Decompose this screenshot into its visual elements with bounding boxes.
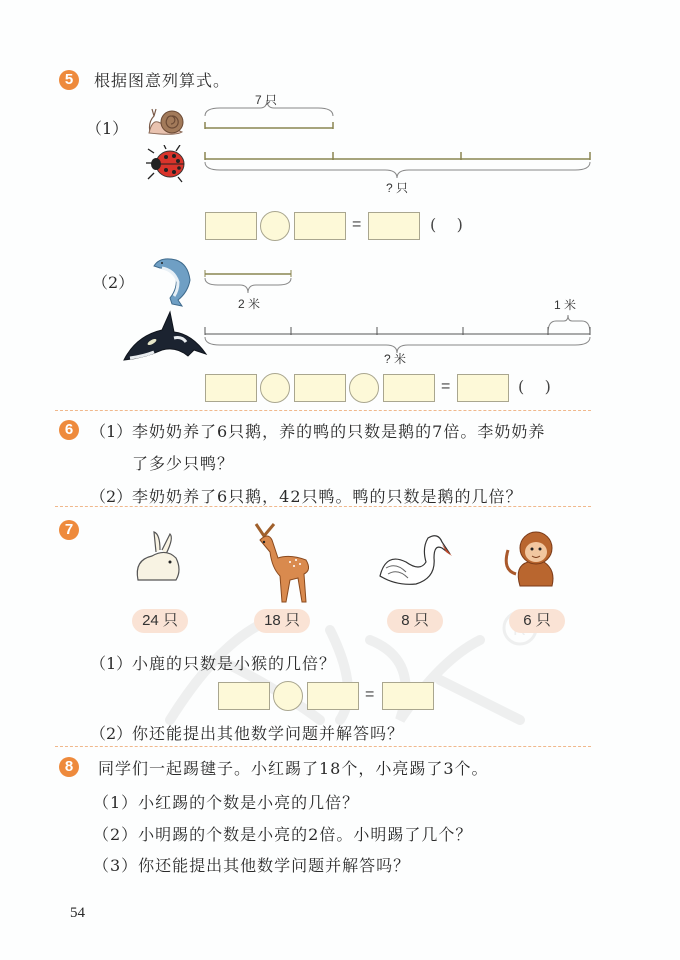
equals-sign: = (441, 378, 451, 395)
answer-box[interactable] (205, 374, 257, 402)
question-text: （2）小明踢的个数是小亮的2倍。小明踢了几个？ (93, 825, 473, 844)
answer-box[interactable] (457, 374, 509, 402)
dolphin-length-label: 2 米 (238, 297, 261, 311)
animal-count-badge: 18 只 (254, 609, 310, 633)
snail-icon (146, 106, 188, 136)
answer-box[interactable] (383, 374, 435, 402)
question-label: （2） (90, 487, 133, 506)
animal-count-badge: 6 只 (509, 609, 565, 633)
ladybug-icon (146, 145, 188, 183)
unit-blank[interactable]: ( ) (518, 377, 551, 396)
answer-box[interactable] (307, 682, 359, 710)
ladybug-count-label: ? 只 (386, 181, 409, 195)
operator-circle[interactable] (260, 373, 290, 403)
question-text: 李奶奶养了6只鹅，养的鸭的只数是鹅的7倍。李奶奶养 (132, 422, 546, 441)
operator-circle[interactable] (349, 373, 379, 403)
question-text-cont: 了多少只鸭？ (132, 454, 235, 473)
question-text: 小鹿的只数是小猴的几倍？ (132, 654, 337, 673)
exercise-number-badge: 7 (59, 520, 79, 540)
unit-blank[interactable]: ( ) (430, 215, 463, 234)
animal-count-badge: 8 只 (387, 609, 443, 633)
answer-box[interactable] (294, 374, 346, 402)
question-text: （1）小红踢的个数是小亮的几倍？ (93, 793, 360, 812)
equals-sign: = (365, 686, 375, 703)
operator-circle[interactable] (273, 681, 303, 711)
exercise-intro: 同学们一起踢毽子。小红踢了18个，小亮踢了3个。 (98, 759, 489, 778)
operator-circle[interactable] (260, 211, 290, 241)
part-label: （2） (92, 273, 135, 292)
answer-box[interactable] (382, 682, 434, 710)
swan-icon (376, 532, 456, 588)
snail-count-label: 7 只 (255, 93, 278, 107)
section-divider (55, 506, 591, 507)
animal-count-badge: 24 只 (132, 609, 188, 633)
question-label: （1） (90, 422, 133, 441)
equals-sign: = (352, 216, 362, 233)
exercise-number-badge: 6 (59, 420, 79, 440)
exercise-number-badge: 5 (59, 70, 79, 90)
answer-box[interactable] (205, 212, 257, 240)
part-label: （1） (86, 119, 129, 138)
answer-box[interactable] (368, 212, 420, 240)
question-text: （3）你还能提出其他数学问题并解答吗？ (93, 856, 411, 875)
question-label: （1） (90, 654, 133, 673)
question-text: 你还能提出其他数学问题并解答吗？ (132, 724, 405, 743)
monkey-icon (502, 530, 564, 590)
rabbit-icon (132, 530, 188, 586)
extra-length-label: 1 米 (554, 298, 577, 312)
answer-box[interactable] (294, 212, 346, 240)
question-label: （2） (90, 724, 133, 743)
page-number: 54 (70, 905, 85, 921)
deer-icon (250, 518, 316, 604)
answer-box[interactable] (218, 682, 270, 710)
section-divider (55, 746, 591, 747)
orca-length-label: ? 米 (384, 352, 407, 366)
question-text: 李奶奶养了6只鹅，42只鸭。鸭的只数是鹅的几倍？ (132, 487, 523, 506)
section-divider (55, 410, 591, 411)
exercise-title: 根据图意列算式。 (94, 71, 231, 90)
orca-icon (122, 310, 208, 364)
dolphin-icon (152, 254, 194, 308)
exercise-number-badge: 8 (59, 757, 79, 777)
